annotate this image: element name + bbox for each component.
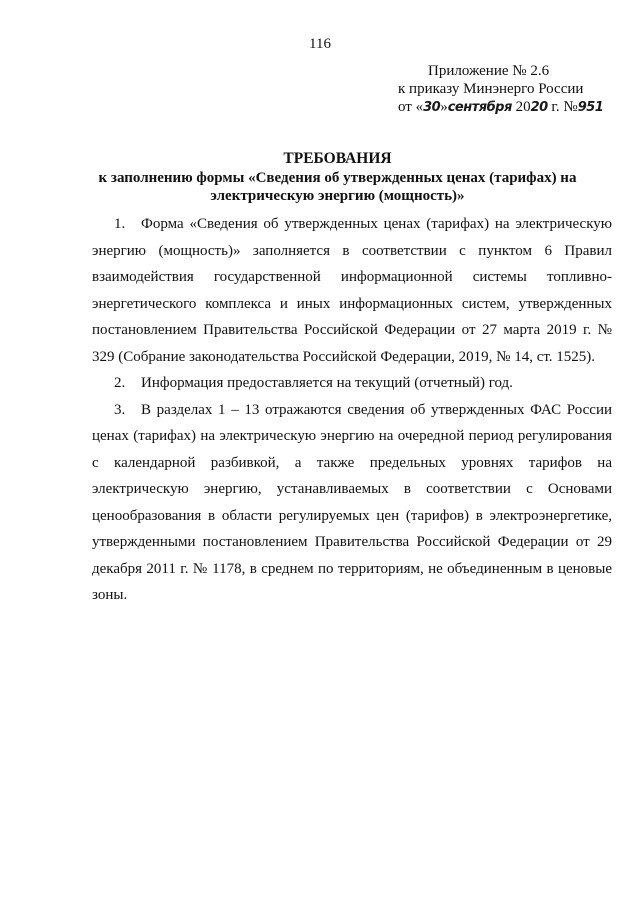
year-prefix: 20 [511,99,531,115]
title-subtitle: к заполнению формы «Сведения об утвержденных ценах (тарифах) на электрическую энергию (мощность)» [98,170,577,204]
paragraph-number: 1. [114,216,126,232]
paragraph-text: Информация предоставляется на текущий (отчетный) год. [141,375,513,391]
title-main: ТРЕБОВАНИЯ [283,150,392,167]
date-prefix: от « [398,99,424,115]
number-label: г. № [547,99,578,115]
paragraph-text: Форма «Сведения об утвержденных ценах (тарифах) на электрическую энергию (мощность)» заполняется в соответствии с пунктом 6 Правил взаимодействия государственной информационной системы топливно-энергетического комплекса и иных информационных систем, утвержденных постановлением Правительства Российской Федерации от 27 марта 2019 г. № 329 (Собрание законодательства Российской Федерации, 2019, № 14, ст. 1525). [92,216,612,365]
document-body [92,211,612,609]
appendix-title: Приложение № 2.6 [428,63,550,79]
paragraph-2 [92,370,612,397]
handwritten-year: 20 [530,100,548,115]
paragraph-text: В разделах 1 – 13 отражаются сведения об утвержденных ФАС России ценах (тарифах) на электрическую энергию на очередной период регулирования с календарной разбивкой, а также предельных уровнях тарифов на электрическую энергию, устанавливаемых в соответствии с Основами ценообразования в области регулируемых цен (тарифов) в электроэнергетике, утвержденными постановлением Правительства Российской Федерации от 29 декабря 2011 г. № 1178, в среднем по территориям, не объединенным в ценовые зоны. [92,401,612,603]
date-quote-close: » [440,99,448,115]
paragraph-number: 2. [114,375,126,391]
document-title [60,150,615,205]
handwritten-order-number: 951 [577,100,604,115]
paragraph-number: 3. [114,401,126,418]
page-number: 116 [309,36,331,52]
paragraph-3 [92,397,612,609]
appendix-order-date [392,98,604,117]
appendix-header [392,62,604,117]
handwritten-day: 30 [423,100,441,115]
handwritten-month: сентября [447,100,512,115]
paragraph-1 [92,211,612,370]
appendix-order-ref: к приказу Минэнерго России [398,81,584,97]
